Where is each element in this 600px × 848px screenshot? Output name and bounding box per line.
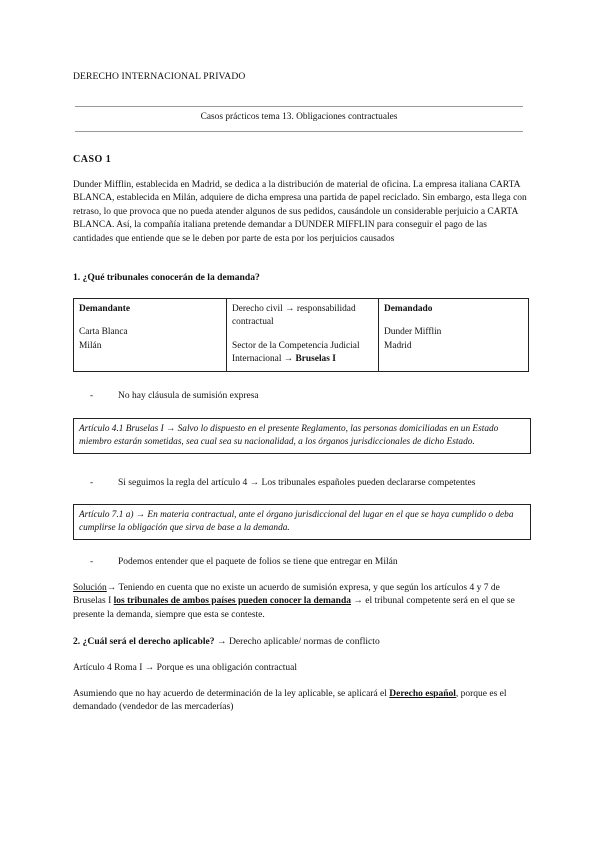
assumption-paragraph bbox=[73, 688, 525, 715]
bullet-3-text: Podemos entender que el paquete de folios se tiene que entregar en Milán bbox=[118, 557, 398, 567]
question-1 bbox=[73, 271, 260, 285]
article-7-box: Artículo 7.1 a) → En materia contractual, ante el órgano jurisdiccional del lugar en el que se haya cumplido o deba cumplirse la obligación que sirva de base a la demanda. bbox=[73, 504, 531, 540]
case-title: CASO 1 bbox=[73, 154, 112, 165]
demandado-label: Demandado bbox=[384, 304, 433, 314]
demandante-cell bbox=[74, 299, 227, 372]
question-2-rest: → Derecho aplicable/ normas de conflicto bbox=[214, 636, 380, 647]
demandante-name: Carta Blanca bbox=[79, 327, 128, 338]
solution-label: Solución bbox=[73, 583, 107, 593]
bullet-dash: - bbox=[90, 391, 94, 401]
bullet-2 bbox=[90, 477, 475, 490]
middle-line-2-text: Sector de la Competencia Judicial Internacional → bbox=[232, 340, 360, 365]
question-2-text: ¿Cuál será el derecho aplicable? bbox=[82, 636, 215, 647]
jurisdiction-cell bbox=[227, 299, 379, 372]
bullet-2-text: Si seguimos la regla del artículo 4 → Los tribunales españoles pueden declararse competentes bbox=[118, 478, 476, 488]
article-4-box: Artículo 4.1 Bruselas I → Salvo lo dispuesto en el presente Reglamento, las personas domiciliadas en un Estado miembro estarán sometidas, sea cual sea su nacionalidad, a los órganos jurisdiccionales de dicho Estado. bbox=[73, 418, 531, 454]
bullet-1 bbox=[90, 390, 259, 403]
question-2 bbox=[73, 635, 380, 649]
page-subtitle: Casos prácticos tema 13. Obligaciones contractuales bbox=[200, 112, 398, 122]
article-4-roma: Artículo 4 Roma I → Porque es una obligación contractual bbox=[73, 663, 297, 673]
question-1-number: 1. bbox=[73, 272, 83, 283]
assumption-bold: Derecho español bbox=[389, 689, 456, 699]
demandado-name: Dunder Mifflin bbox=[384, 327, 442, 338]
course-title: DERECHO INTERNACIONAL PRIVADO bbox=[73, 71, 246, 82]
bruselas-label: Bruselas I bbox=[295, 354, 336, 365]
middle-line-2 bbox=[232, 340, 373, 367]
bullet-dash: - bbox=[90, 478, 94, 488]
bullet-3 bbox=[90, 556, 398, 569]
solution-text-2: → el tribunal competente será en el que se presente la demanda, siempre que esta se conteste. bbox=[73, 596, 515, 620]
assumption-text-1: Asumiendo que no hay acuerdo de determinación de la ley aplicable, se aplicará el bbox=[73, 689, 390, 699]
solution-text-1: → Teniendo en cuenta que no existe un acuerdo de sumisión expresa, y que según los artículos 4 y 7 de Bruselas I bbox=[73, 583, 500, 607]
assumption-text-2: , porque es el demandado (vendedor de las mercaderías) bbox=[73, 689, 507, 713]
bullet-dash: - bbox=[90, 557, 94, 567]
demandado-cell bbox=[379, 299, 529, 372]
divider-top bbox=[75, 106, 523, 107]
solution-bold: los tribunales de ambos países pueden conocer la demanda bbox=[113, 596, 351, 607]
demandado-city: Madrid bbox=[384, 340, 412, 351]
case-statement: Dunder Mifflin, establecida en Madrid, se dedica a la distribución de material de oficina. La empresa italiana CARTA BLANCA, establecida en Milán, adquiere de dicha empresa una partida de papel reciclado. Sin embargo, esta llega con retraso, lo que provoca que no pueda atender algunos de sus pedidos, causándole un considerable perjuicio a CARTA BLANCA. Así, la compañía italiana pretende demandar a DUNDER MIFFLIN para conseguir el pago de las cantidades que entiende que se le deben por parte de esta por los perjuicios causados bbox=[73, 180, 527, 244]
demandante-city: Milán bbox=[79, 340, 102, 351]
middle-line-1: Derecho civil → responsabilidad contractual bbox=[232, 304, 356, 328]
parties-table bbox=[73, 298, 529, 372]
demandante-label: Demandante bbox=[79, 304, 131, 314]
bullet-1-text: No hay cláusula de sumisión expresa bbox=[118, 391, 259, 401]
divider-bottom bbox=[75, 131, 523, 132]
question-2-number: 2. bbox=[73, 636, 83, 647]
question-1-text: ¿Qué tribunales conocerán de la demanda? bbox=[82, 272, 260, 283]
solution-paragraph bbox=[73, 582, 525, 622]
